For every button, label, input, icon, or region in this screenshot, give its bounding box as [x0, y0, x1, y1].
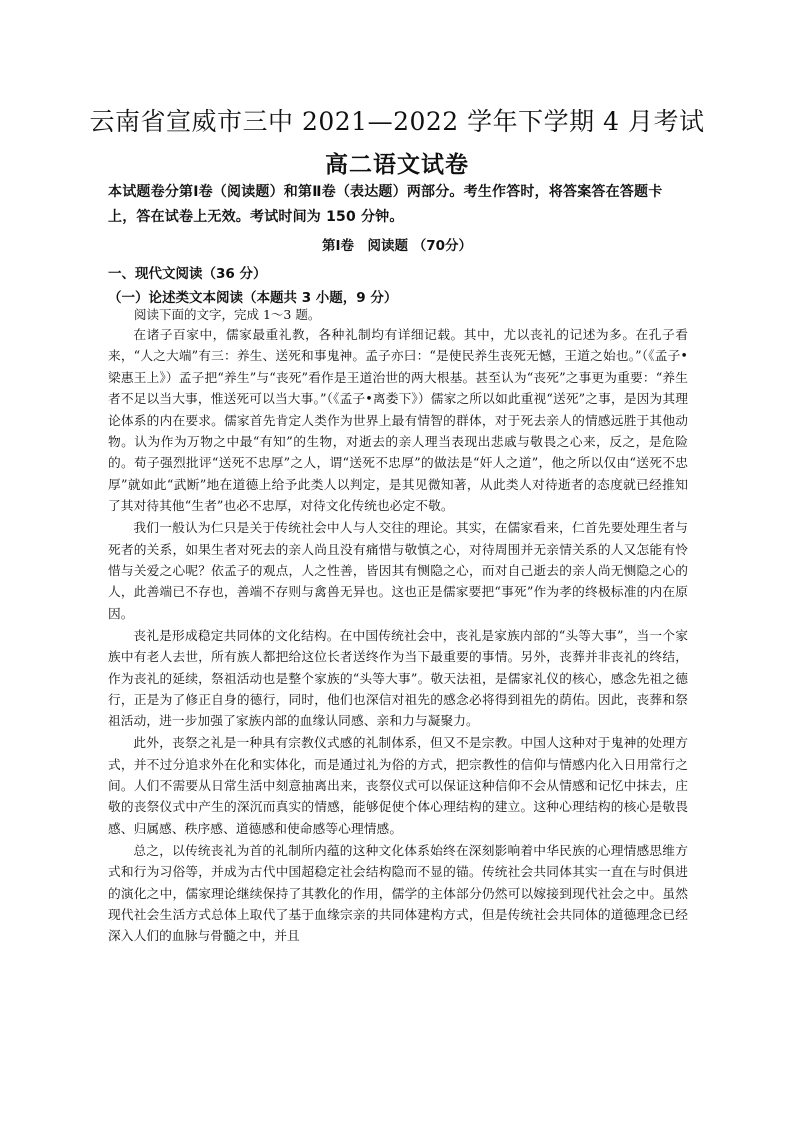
- section-heading-modern-reading: 一、现代文阅读（36 分）: [108, 266, 267, 282]
- part-one-heading: 第Ⅰ卷 阅读题 （70分）: [321, 238, 472, 254]
- passage-paragraph: 丧礼是形成稳定共同体的文化结构。在中国传统社会中，丧礼是家族内部的“头等大事”，当一个家族中有老人去世，所有族人都把给这位长者送终作为当下最重要的事情。另外，丧葬并非丧礼的终结，作为丧礼的延续，祭祖活动也是整个家族的“头等大事”。敬天法祖，是儒家礼仪的核心，感念先祖之德行，正是为了修正自身的德行，同时，他们也深信对祖先的感念必将得到祖先的荫佑。因此，丧葬和祭祖活动，进一步加强了家族内部的血缘认同感、亲和力与凝聚力。: [108, 627, 688, 729]
- passage-paragraph: 总之，以传统丧礼为首的礼制所内蕴的这种文化体系始终在深刻影响着中华民族的心理情感思维方式和行为习俗等，并成为古代中国超稳定社会结构隐而不显的锚。传统社会共同体其实一直在与时俱进的演化之中，儒家理论继续保持了其教化的作用，儒学的主体部分仍然可以嫁接到现代社会之中。虽然现代社会生活方式总体上取代了基于血缘宗亲的共同体建构方式，但是传统社会共同体的道德理念已经深入人们的血脉与骨髓之中，并且: [108, 842, 688, 944]
- passage-paragraph: 在诸子百家中，儒家最重礼教，各种礼制均有详细记载。其中，尤以丧礼的记述为多。在孔子看来，“人之大端”有三：养生、送死和事鬼神。孟子亦曰：“是使民养生丧死无憾，王道之始也。”（《孟子•梁惠王上》）孟子把“养生”与“丧死”看作是王道治世的两大根基。甚至认为“丧死”之事更为重要：“养生者不足以当大事，惟送死可以当大事。”（《孟子•离娄下》）儒家之所以如此重视“送死”之事，是因为其理论体系的内在要求。儒家首先肯定人类作为世界上最有情智的群体，对于死去亲人的情感远胜于其他动物。认为作为万物之中最“有知”的生物，对逝去的亲人理当表现出悲戚与敬畏之心来，反之，是危险的。荀子强烈批评“送死不忠厚”之人，谓“送死不忠厚”的做法是“奸人之道”，他之所以仅由“送死不忠厚”就如此“武断”地在道德上给予此类人以判定，是其见微知著，从此类人对待逝者的态度就已经推知了其对待其他“生者”也必不忠厚，对待文化传统也必定不敬。: [108, 327, 688, 514]
- passage-paragraph: 我们一般认为仁只是关于传统社会中人与人交往的理论。其实，在儒家看来，仁首先要处理生者与死者的关系，如果生者对死去的亲人尚且没有痛惜与敬慎之心，对待周围并无亲情关系的人又怎能有怜惜与关爱之心呢？依孟子的观点，人之性善，皆因其有恻隐之心，而对自己逝去的亲人尚无恻隐之心的人，此善端已不存也，善端不存则与禽兽无异也。这也正是儒家要把“事死”作为孝的终极标准的内在原因。: [108, 520, 688, 621]
- exam-title: 云南省宣威市三中 2021—2022 学年下学期 4 月考试: [89, 107, 705, 136]
- reading-passage: [108, 324, 688, 947]
- reading-prompt: 阅读下面的文字，完成 1～3 题。: [134, 307, 321, 322]
- passage-paragraph: 此外，丧祭之礼是一种具有宗教仪式感的礼制体系，但又不是宗教。中国人这种对于鬼神的处理方式，并不过分追求外在化和实体化，而是通过礼为俗的方式，把宗教性的信仰与情感内化入日用常行之间。人们不需要从日常生活中刻意抽离出来，丧祭仪式可以保证这种信仰不会从情感和记忆中抹去，庄敬的丧祭仪式中产生的深沉而真实的情感，能够促使个体心理结构的建立。这种心理结构的核心是敬畏感、归属感、秩序感、道德感和使命感等心理情感。: [108, 735, 688, 836]
- exam-subtitle: 高二语文试卷: [325, 151, 469, 178]
- subsection-heading-argumentative-text: （一）论述类文本阅读（本题共 3 小题，9 分）: [108, 290, 398, 306]
- exam-instructions: 本试题卷分第Ⅰ卷（阅读题）和第Ⅱ卷（表达题）两部分。考生作答时，将答案答在答题卡上，答在试卷上无效。考试时间为 150 分钟。: [108, 184, 663, 225]
